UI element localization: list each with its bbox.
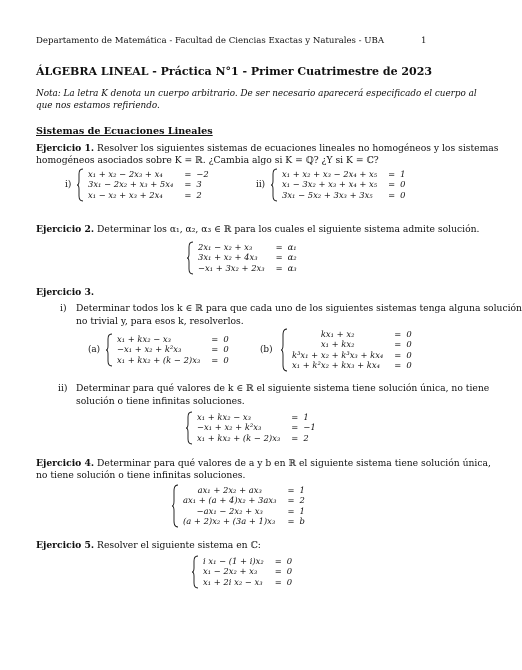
exercise-5-heading bbox=[36, 540, 261, 551]
equation-rhs: 0 bbox=[286, 556, 293, 566]
exercise-5-label: Ejercicio 5. bbox=[36, 540, 95, 551]
equation-rhs: −1 bbox=[303, 422, 316, 433]
exercise-3-i-line-2: no trivial y, para esos k, resolverlos. bbox=[76, 316, 244, 327]
exercise-3-label: Ejercicio 3. bbox=[36, 287, 95, 298]
equation-rhs: 1 bbox=[303, 412, 309, 422]
system-row bbox=[203, 556, 292, 566]
equation-sign: = bbox=[287, 485, 295, 495]
equation-sign: = bbox=[287, 495, 295, 506]
exercise-3-heading bbox=[36, 287, 94, 298]
equation-sign: = bbox=[291, 412, 299, 422]
system-3a-label: (a) bbox=[88, 345, 101, 355]
system-row bbox=[282, 169, 405, 179]
equation-lhs: x₁ − x₂ + x₃ + 2x₄ bbox=[88, 189, 163, 200]
system-row bbox=[183, 516, 305, 526]
equation-rhs: α₃ bbox=[287, 262, 297, 273]
section-title: Sistemas de Ecuaciones Lineales bbox=[36, 126, 213, 137]
system-1ii-table bbox=[282, 169, 405, 200]
equation-sign: = bbox=[184, 169, 192, 179]
equation-sign: = bbox=[394, 360, 402, 371]
equation-lhs: (a + 2)x₂ + (3a + 1)x₃ bbox=[183, 516, 276, 527]
equation-rhs: 1 bbox=[299, 505, 305, 516]
equation-sign: = bbox=[291, 432, 299, 443]
equation-lhs: −x₁ + x₂ + k²x₃ bbox=[197, 422, 262, 433]
equation-rhs: 0 bbox=[406, 339, 412, 350]
system-row bbox=[292, 360, 412, 370]
system-3b-label: (b) bbox=[260, 345, 273, 355]
equation-sign: = bbox=[287, 516, 295, 527]
equation-sign: = bbox=[275, 242, 283, 252]
exercise-5-text: Resolver el siguiente sistema en ℂ: bbox=[97, 540, 261, 551]
equation-sign: = bbox=[394, 329, 402, 339]
system-3b-table bbox=[292, 329, 412, 371]
exercise-2-text: Determinar los α₁, α₂, α₃ ∈ ℝ para los cuales el siguiente sistema admite solución. bbox=[97, 224, 480, 235]
system-row bbox=[203, 566, 292, 576]
equation-sign: = bbox=[274, 576, 282, 587]
equation-sign: = bbox=[275, 262, 283, 273]
equation-lhs: ax₁ + 2x₂ + ax₃ bbox=[197, 485, 262, 495]
equation-rhs: 0 bbox=[223, 334, 229, 344]
system-row bbox=[117, 334, 229, 344]
equation-lhs: −x₁ + x₂ + k²x₃ bbox=[117, 344, 182, 355]
equation-rhs: 3 bbox=[196, 179, 202, 190]
equation-sign: = bbox=[211, 344, 219, 355]
system-row bbox=[88, 190, 209, 200]
equation-rhs: 1 bbox=[400, 169, 406, 179]
exercise-3-ii-line-1: Determinar para qué valores de k ∈ ℝ el siguiente sistema tiene solución única, no tiene bbox=[76, 383, 490, 394]
equation-rhs: 2 bbox=[299, 495, 305, 506]
page-header-institution: Departamento de Matemática - Facultad de Ciencias Exactas y Naturales - UBA bbox=[36, 36, 385, 46]
system-row bbox=[197, 412, 316, 422]
system-row bbox=[282, 179, 405, 189]
exercise-1-heading bbox=[36, 143, 499, 154]
equation-rhs: 0 bbox=[406, 349, 412, 360]
equation-lhs: x₁ + kx₂ + (k − 2)x₃ bbox=[117, 354, 201, 365]
equation-rhs: α₂ bbox=[287, 252, 297, 263]
left-brace-icon bbox=[171, 484, 179, 528]
system-row bbox=[183, 506, 305, 516]
equation-sign: = bbox=[394, 339, 402, 350]
left-brace-icon bbox=[76, 168, 84, 202]
system-1i-table bbox=[88, 169, 209, 200]
equation-lhs: 3x₁ − 5x₂ + 3x₃ + 3x₅ bbox=[282, 189, 373, 200]
system-3ii-table bbox=[197, 412, 316, 443]
equation-lhs: x₁ + 2i x₂ − x₃ bbox=[203, 576, 263, 587]
equation-sign: = bbox=[184, 179, 192, 190]
equation-lhs: 2x₁ − x₂ + x₃ bbox=[198, 242, 253, 252]
system-1ii-label: ii) bbox=[256, 180, 266, 190]
equation-lhs: x₁ + kx₂ bbox=[320, 339, 355, 350]
exercise-4-heading bbox=[36, 458, 491, 469]
note-line-1: Nota: La letra K denota un cuerpo arbitrario. De ser necesario aparecerá especificado el cuerpo al bbox=[36, 89, 477, 99]
exercise-2-heading bbox=[36, 224, 479, 235]
equation-rhs: 1 bbox=[299, 485, 305, 495]
equation-rhs: 2 bbox=[303, 432, 309, 443]
equation-rhs: α₁ bbox=[287, 242, 297, 252]
equation-sign: = bbox=[274, 556, 282, 566]
equation-lhs: x₁ − 2x₂ + x₃ bbox=[203, 566, 258, 577]
note-line-2: que nos estamos refiriendo. bbox=[36, 101, 160, 111]
equation-sign: = bbox=[211, 334, 219, 344]
system-row bbox=[198, 242, 297, 252]
system-2-table bbox=[198, 242, 297, 273]
system-row bbox=[117, 344, 229, 354]
system-row bbox=[88, 169, 209, 179]
equation-rhs: 0 bbox=[406, 329, 412, 339]
system-row bbox=[203, 577, 292, 587]
equation-sign: = bbox=[388, 169, 396, 179]
equation-rhs: 0 bbox=[286, 576, 293, 587]
system-4-table bbox=[183, 485, 305, 527]
equation-lhs: kx₁ + x₂ bbox=[320, 329, 355, 339]
equation-lhs: x₁ + kx₂ − x₃ bbox=[197, 412, 251, 422]
equation-lhs: x₁ + kx₂ − x₃ bbox=[117, 334, 171, 344]
equation-rhs: 0 bbox=[223, 354, 229, 365]
page-title: ÁLGEBRA LINEAL - Práctica N°1 - Primer Cuatrimestre de 2023 bbox=[36, 65, 433, 78]
system-row bbox=[197, 422, 316, 432]
exercise-3-ii-label: ii) bbox=[58, 383, 68, 394]
equation-lhs: ax₁ + (a + 4)x₂ + 3ax₃ bbox=[183, 495, 277, 506]
left-brace-icon bbox=[105, 333, 113, 367]
exercise-4-label: Ejercicio 4. bbox=[36, 458, 95, 469]
equation-lhs: 3x₁ − 2x₂ + x₃ + 5x₄ bbox=[88, 179, 174, 190]
equation-sign: = bbox=[184, 189, 192, 200]
system-row bbox=[117, 355, 229, 365]
left-brace-icon bbox=[270, 168, 278, 202]
equation-sign: = bbox=[291, 422, 299, 433]
left-brace-icon bbox=[280, 328, 288, 372]
exercise-1-line-1: Resolver los siguientes sistemas de ecuaciones lineales no homogéneos y los sistemas bbox=[97, 143, 499, 154]
system-3a-table bbox=[117, 334, 229, 365]
exercise-3-ii-line-2: solución o tiene infinitas soluciones. bbox=[76, 396, 245, 407]
equation-sign: = bbox=[211, 354, 219, 365]
left-brace-icon bbox=[186, 241, 194, 275]
equation-lhs: 3x₁ + x₂ + 4x₃ bbox=[198, 252, 258, 263]
system-row bbox=[282, 190, 405, 200]
equation-rhs: 0 bbox=[223, 344, 229, 355]
system-row bbox=[183, 485, 305, 495]
equation-rhs: 0 bbox=[286, 566, 293, 577]
system-row bbox=[292, 339, 412, 349]
equation-lhs: −x₁ + 3x₂ + 2x₃ bbox=[198, 262, 265, 273]
system-row bbox=[197, 433, 316, 443]
equation-lhs: x₁ + k²x₂ + kx₃ + kx₄ bbox=[292, 360, 380, 371]
exercise-4-line-2: no tiene solución o tiene infinitas soluciones. bbox=[36, 470, 246, 481]
page-number: 1 bbox=[421, 36, 427, 46]
system-row bbox=[292, 350, 412, 360]
equation-lhs: x₁ + x₂ + x₃ − 2x₄ + x₅ bbox=[282, 169, 378, 179]
equation-sign: = bbox=[388, 179, 396, 190]
equation-sign: = bbox=[287, 505, 295, 516]
equation-rhs: 0 bbox=[406, 360, 412, 371]
system-row bbox=[183, 495, 305, 505]
equation-sign: = bbox=[275, 252, 283, 263]
exercise-3-i-line-1: Determinar todos los k ∈ ℝ para que cada uno de los siguientes sistemas tenga alguna solución bbox=[76, 303, 522, 314]
exercise-2-label: Ejercicio 2. bbox=[36, 224, 95, 235]
exercise-1-label: Ejercicio 1. bbox=[36, 143, 95, 154]
exercise-4-line-1: Determinar para qué valores de a y b en ℝ el siguiente sistema tiene solución única, bbox=[97, 458, 491, 469]
system-row bbox=[88, 179, 209, 189]
equation-sign: = bbox=[388, 189, 396, 200]
equation-lhs: x₁ − 3x₂ + x₃ + x₄ + x₅ bbox=[282, 179, 378, 190]
left-brace-icon bbox=[191, 555, 199, 589]
system-row bbox=[198, 263, 297, 273]
equation-sign: = bbox=[274, 566, 282, 577]
exercise-3-i-label: i) bbox=[60, 303, 67, 314]
equation-lhs: k³x₁ + x₂ + k³x₃ + kx₄ bbox=[292, 349, 384, 360]
equation-lhs: −ax₁ − 2x₂ + x₃ bbox=[196, 505, 263, 516]
system-row bbox=[198, 252, 297, 262]
equation-rhs: 0 bbox=[400, 189, 406, 200]
system-5-table bbox=[203, 556, 292, 587]
equation-lhs: x₁ + x₂ − 2x₃ + x₄ bbox=[88, 169, 163, 179]
system-row bbox=[292, 329, 412, 339]
exercise-1-line-2: homogéneos asociados sobre K = ℝ. ¿Cambia algo si K = ℚ? ¿Y si K = ℂ? bbox=[36, 155, 379, 166]
equation-lhs: x₁ + kx₂ + (k − 2)x₃ bbox=[197, 432, 281, 443]
left-brace-icon bbox=[185, 411, 193, 445]
equation-lhs: i x₁ − (1 + i)x₂ bbox=[203, 556, 264, 566]
system-1i-label: i) bbox=[65, 180, 72, 190]
equation-rhs: 0 bbox=[400, 179, 406, 190]
equation-sign: = bbox=[394, 349, 402, 360]
equation-rhs: 2 bbox=[196, 189, 202, 200]
equation-rhs: −2 bbox=[196, 169, 209, 179]
equation-rhs: b bbox=[299, 516, 305, 527]
